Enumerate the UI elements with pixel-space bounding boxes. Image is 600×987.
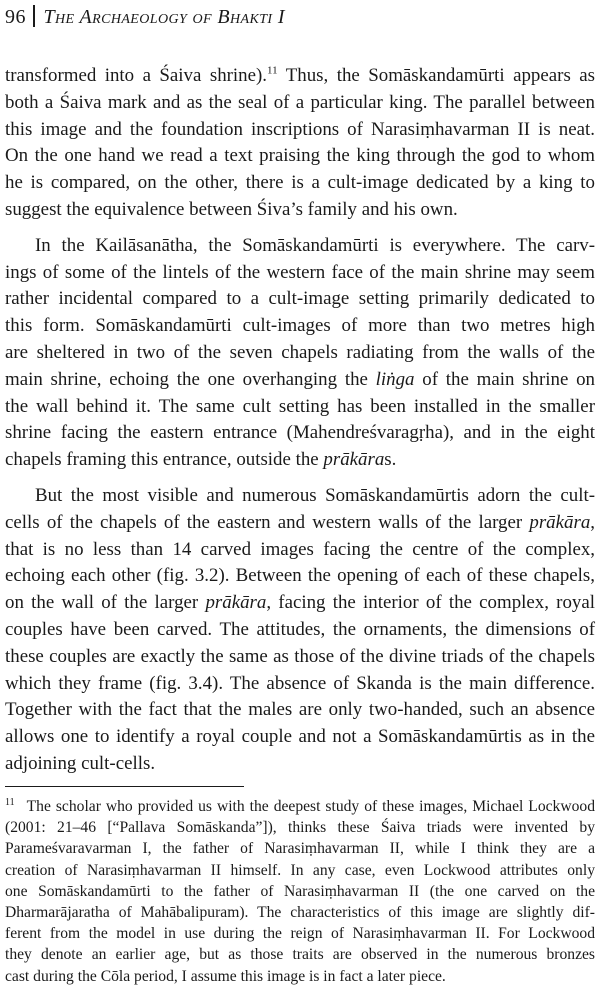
main-text: [5, 63, 595, 778]
header-divider: [33, 5, 35, 27]
footnote-mark: 11: [5, 796, 15, 808]
text-line: this image and the foundation inscriptions of Narasiṃhavarman II is neat.: [5, 118, 595, 140]
text-line: echoing each other (fig. 3.2). Between the opening of each of these chapels,: [5, 565, 595, 587]
footnote-11: [5, 796, 595, 987]
text-line: chapels framing this entrance, outside the prākāras.: [5, 449, 397, 471]
text-line: But the most visible and numerous Somāskandamūrtis adorn the cult-: [35, 484, 595, 506]
text-line: In the Kailāsanātha, the Somāskandamūrti is everywhere. The carv-: [35, 234, 595, 256]
footnote-line: ferent from the model in use during the reign of Narasiṃhavarman II. For Lockwood: [5, 925, 595, 943]
footnote-line: Parameśvaravarman I, the father of Narasiṃhavarman II, while I think they are a: [5, 840, 595, 858]
footnote-separator: [5, 786, 244, 787]
footnote-line: they denote an earlier age, but as those traits are observed in the numerous bronzes: [5, 946, 595, 964]
running-title: The Archaeology of Bhakti I: [43, 6, 285, 28]
running-header: [5, 2, 595, 32]
italic-term: prākāra: [205, 592, 267, 614]
footnote-line: Dharmarājaratha of Mahābalipuram). The characteristics of this image are slightly dif-: [5, 904, 595, 922]
text-line: are sheltered in two of the seven chapels radiating from the walls of the: [5, 341, 595, 363]
text-line: the wall behind it. The same cult setting has been installed in the smaller: [5, 395, 595, 417]
text-line: which they frame (fig. 3.4). The absence of Skanda is the main difference.: [5, 672, 595, 694]
paragraph-2: [5, 233, 595, 474]
footnote-line: creation of Narasiṃhavarman II himself. In any case, even Lockwood attributes only: [5, 861, 595, 879]
text-line: both a Śaiva mark and as the seal of a particular king. The parallel between: [5, 91, 595, 113]
text-line: on the wall of the larger prākāra, facing the interior of the complex, royal: [5, 592, 595, 614]
text-line: this form. Somāskandamūrti cult-images of more than two metres high: [5, 315, 595, 337]
footnote-reference[interactable]: 11: [267, 64, 278, 77]
text-line: Together with the fact that the males are only two-handed, such an absence: [5, 699, 595, 721]
text-line: cells of the chapels of the eastern and western walls of the larger prākāra,: [5, 511, 595, 533]
footnote-line: (2001: 21–46 [“Pallava Somāskanda”]), thinks these Śaiva triads were invented by: [5, 819, 595, 837]
footnote-line: $^{11}$ The scholar who provided us with the deepest study of these images, Michael Lockwood: [5, 796, 595, 815]
text-line: On the one hand we read a text praising the king through the god to whom: [5, 145, 595, 167]
italic-term: prākāra: [323, 449, 385, 471]
text-line: allows one to identify a royal couple and not a Somāskandamūrtis as in the: [5, 726, 595, 748]
page-number: 96: [5, 6, 26, 28]
text-line: that is no less than 14 carved images facing the centre of the complex,: [5, 538, 595, 560]
text-line: these couples are exactly the same as those of the divine triads of the chapels: [5, 645, 595, 667]
text-line: ings of some of the lintels of the western face of the main shrine may seem: [5, 261, 595, 283]
paragraph-1: [5, 63, 595, 224]
text-line: transformed into a Śaiva shrine).$^{11}$ Thus, the Somāskandamūrti appears as: [5, 64, 595, 86]
text-line: suggest the equivalence between Śiva’s family and his own.: [5, 198, 458, 220]
text-line: adjoining cult-cells.: [5, 752, 156, 774]
text-line: couples have been carved. The attitudes, the ornaments, the dimensions of: [5, 618, 595, 640]
text-line: shrine facing the eastern entrance (Mahendreśvaragṛha), and in the eight: [5, 422, 595, 444]
text-line: rather incidental compared to a cult-image setting primarily dedicated to: [5, 288, 595, 310]
italic-term: prākāra: [529, 511, 591, 533]
text-line: he is compared, on the other, there is a cult-image dedicated by a king to: [5, 172, 595, 194]
italic-term: liṅga: [375, 368, 415, 390]
footnote-line: one Somāskandamūrti to the father of Narasiṃhavarman II (the one carved on the: [5, 882, 595, 900]
footnote-line: cast during the Cōla period, I assume this image is in fact a later piece.: [5, 967, 446, 985]
paragraph-3: [5, 483, 595, 778]
text-line: main shrine, echoing the one overhanging the liṅga of the main shrine on: [5, 368, 595, 390]
